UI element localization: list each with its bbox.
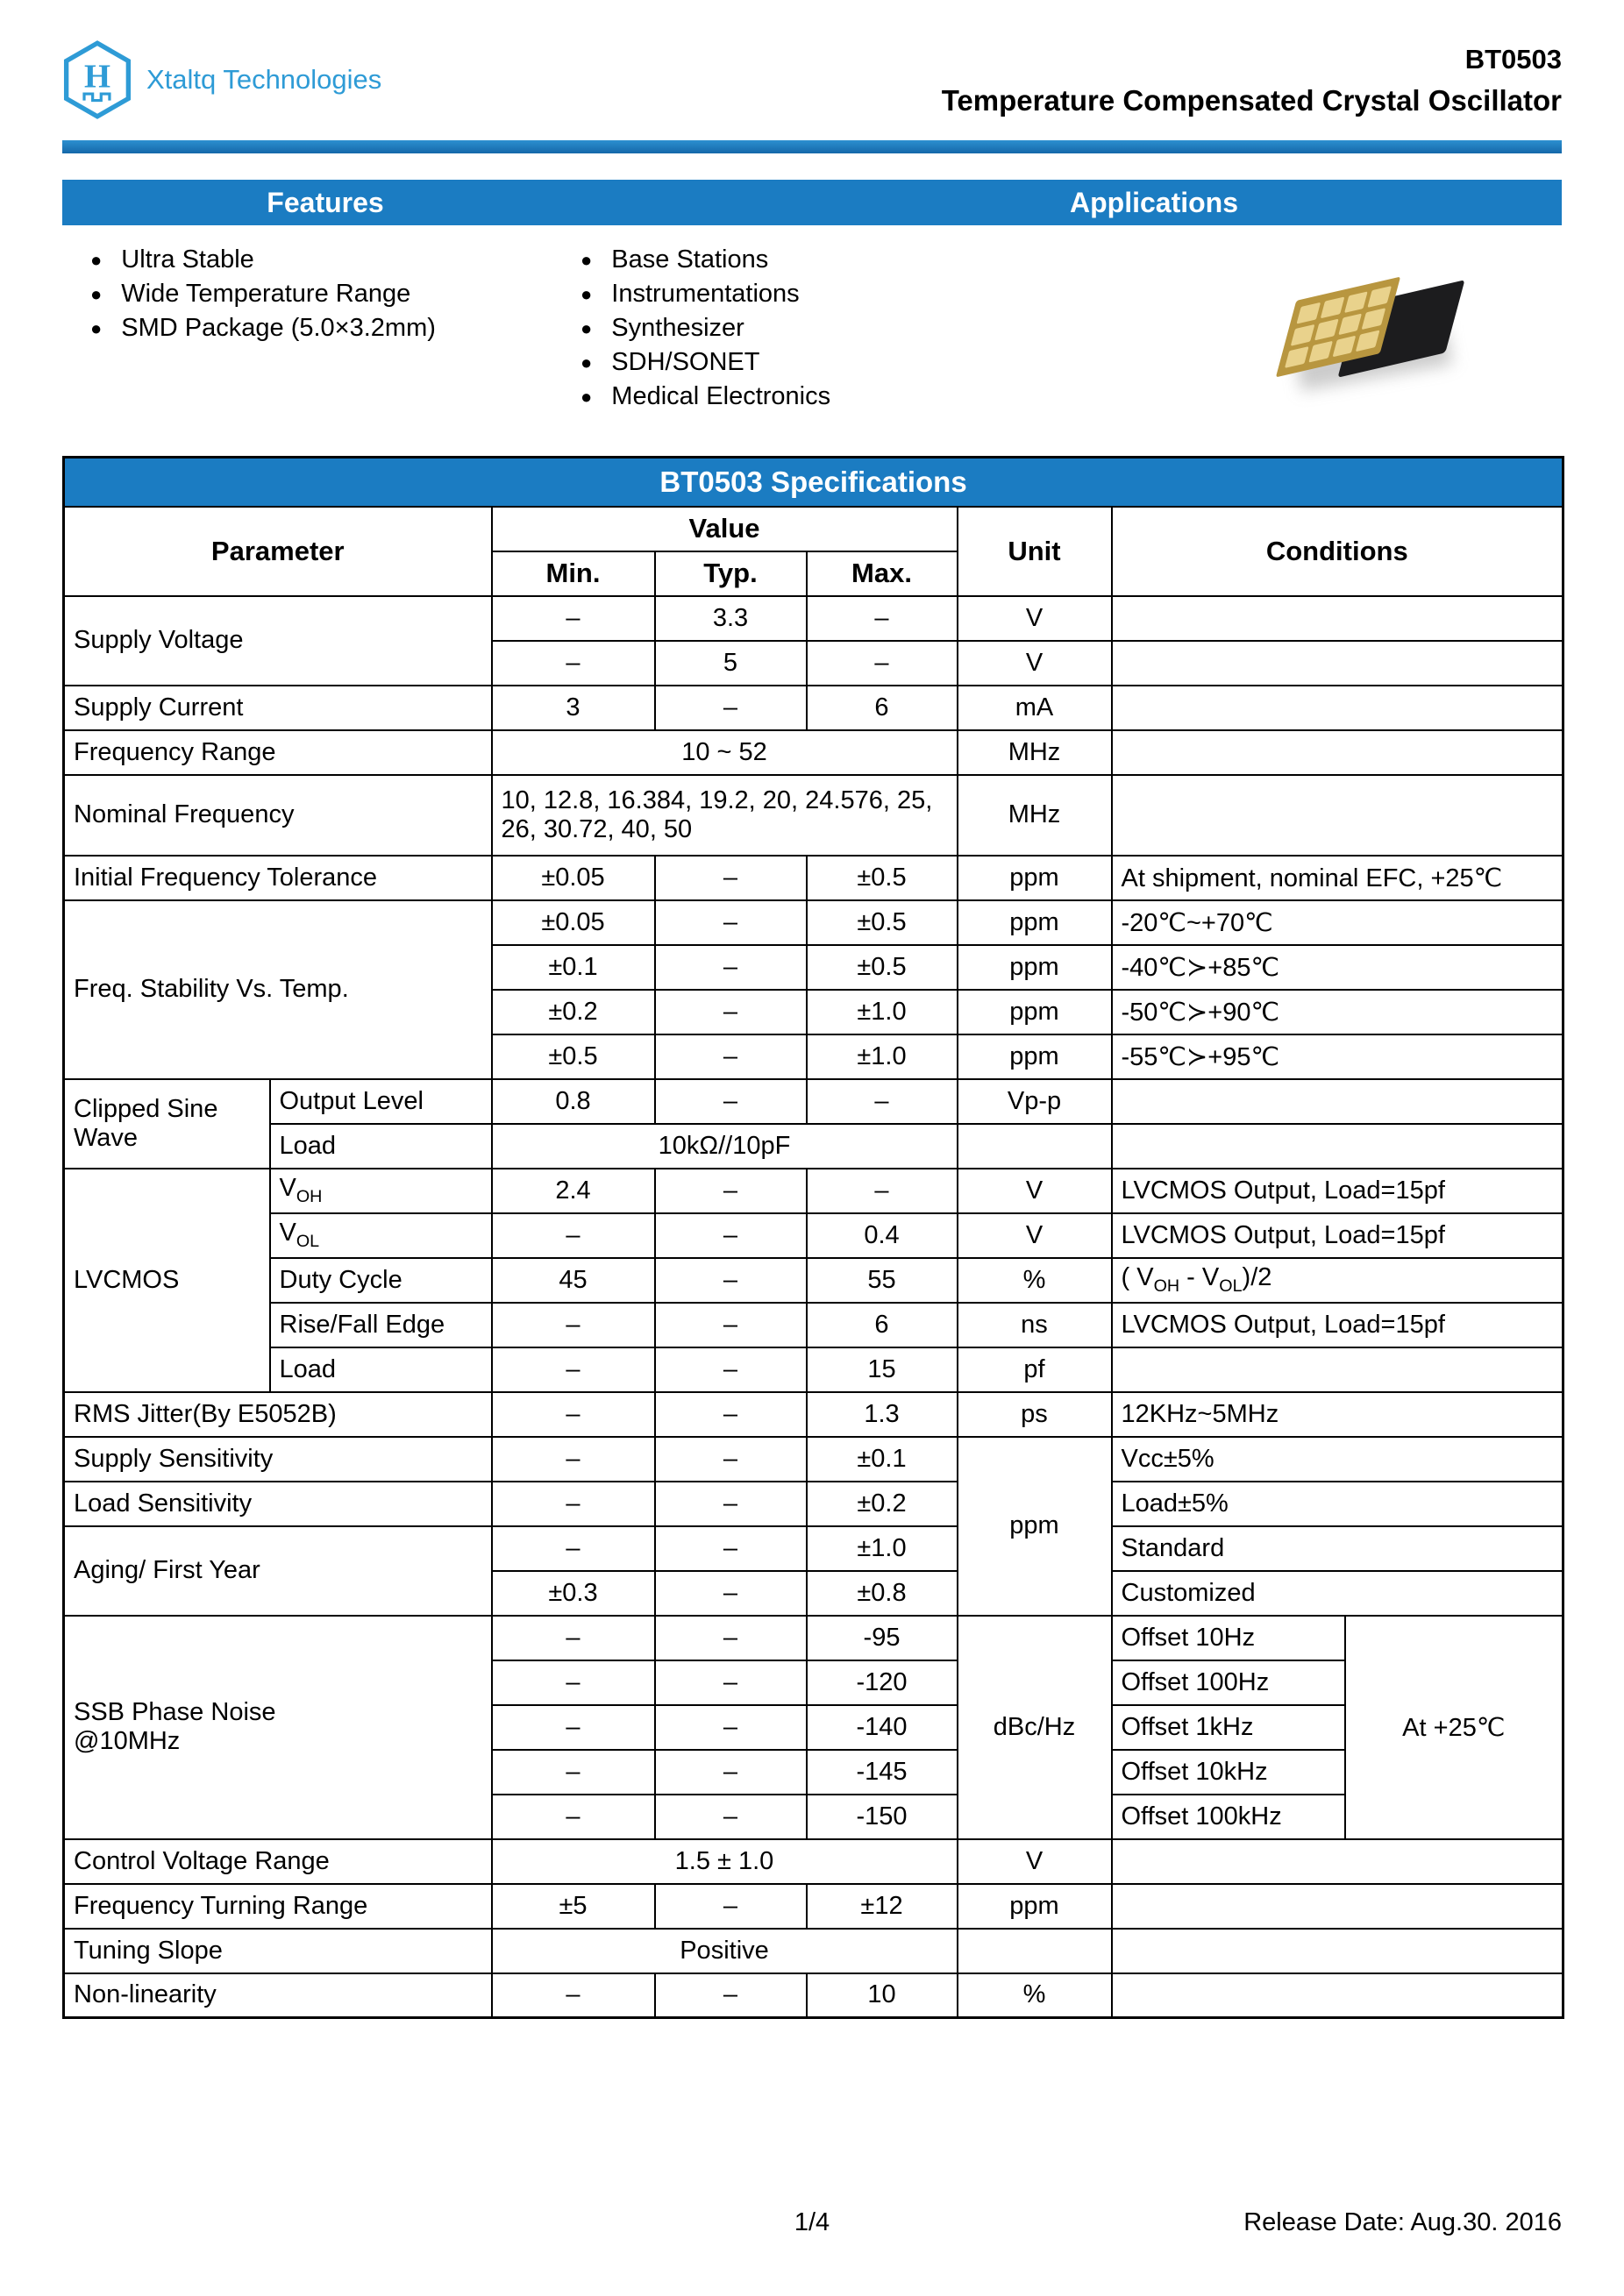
typ-cell: – <box>655 1437 807 1482</box>
unit-cell: ppm <box>958 1034 1112 1079</box>
application-label: Instrumentations <box>611 280 800 308</box>
row-control-voltage-range <box>64 1839 1563 1884</box>
spec-title-row <box>64 458 1563 507</box>
typ-cell: – <box>655 1884 807 1929</box>
application-item <box>581 380 830 414</box>
unit-cell: mA <box>958 686 1112 730</box>
max-cell: 15 <box>807 1347 958 1392</box>
application-label: SDH/SONET <box>611 348 760 376</box>
max-cell: ±0.5 <box>807 900 958 945</box>
unit-cell: pf <box>958 1347 1112 1392</box>
min-cell: – <box>492 1437 655 1482</box>
row-supply-sensitivity <box>64 1437 1563 1482</box>
feature-label: Ultra Stable <box>121 245 254 274</box>
min-cell: – <box>492 1795 655 1839</box>
section-header-bar <box>62 180 1562 225</box>
typ-cell: – <box>655 1392 807 1437</box>
empty-unit-cell <box>958 1929 1112 1973</box>
max-cell: ±0.5 <box>807 856 958 900</box>
unit-cell: % <box>958 1973 1112 2018</box>
brand-name: Xtaltq Technologies <box>146 64 382 95</box>
row-non-linearity <box>64 1973 1563 2018</box>
logo-hexagon-icon <box>62 40 132 119</box>
param-cell: Supply Sensitivity <box>64 1437 492 1482</box>
min-cell: – <box>492 1526 655 1571</box>
cond-cell <box>1112 1258 1563 1303</box>
col-header-min: Min. <box>492 551 655 596</box>
param-cell: Aging/ First Year <box>64 1526 492 1616</box>
typ-cell: – <box>655 1705 807 1750</box>
unit-cell: dBc/Hz <box>958 1616 1112 1839</box>
empty-cond-cell <box>1112 1347 1563 1392</box>
application-item <box>581 345 830 380</box>
param-cell: Supply Voltage <box>64 596 492 686</box>
text-part: ( V <box>1121 1263 1154 1292</box>
empty-cond-cell <box>1112 730 1563 775</box>
typ-cell: – <box>655 856 807 900</box>
row-nominal-frequency <box>64 775 1563 856</box>
min-cell: ±0.1 <box>492 945 655 990</box>
unit-cell: ppm <box>958 1884 1112 1929</box>
row-lvcmos-rise-fall <box>64 1303 1563 1347</box>
bullet-icon: ● <box>581 248 593 271</box>
unit-cell: V <box>958 1213 1112 1258</box>
typ-cell: – <box>655 1258 807 1303</box>
param-group-cell: LVCMOS <box>64 1169 270 1392</box>
row-frequency-turning-range <box>64 1884 1563 1929</box>
unit-cell: ppm <box>958 990 1112 1034</box>
min-cell: ±0.2 <box>492 990 655 1034</box>
unit-cell: ppm <box>958 1437 1112 1616</box>
cond-cell: Offset 100Hz <box>1112 1660 1345 1705</box>
empty-unit-cell <box>958 1124 1112 1169</box>
typ-cell: 5 <box>655 641 807 686</box>
value-cell: 10kΩ//10pF <box>492 1124 958 1169</box>
unit-cell: MHz <box>958 775 1112 856</box>
subparam-cell: Load <box>270 1124 492 1169</box>
row-lvcmos-vol <box>64 1213 1563 1258</box>
param-cell: Nominal Frequency <box>64 775 492 856</box>
cond-cell: Load±5% <box>1112 1482 1563 1526</box>
v-subscript: OL <box>296 1231 320 1251</box>
typ-cell: – <box>655 1660 807 1705</box>
features-list <box>90 243 436 345</box>
text-part: - V <box>1179 1263 1220 1292</box>
param-cell: Load Sensitivity <box>64 1482 492 1526</box>
min-cell: 3 <box>492 686 655 730</box>
spec-head-row-1 <box>64 507 1563 551</box>
row-supply-voltage-1 <box>64 596 1563 641</box>
applications-heading: Applications <box>1069 187 1238 218</box>
v-subscript: OL <box>1219 1276 1243 1296</box>
v-subscript: OH <box>296 1186 323 1206</box>
row-supply-current <box>64 686 1563 730</box>
param-line-1: SSB Phase Noise <box>74 1698 276 1726</box>
min-cell: – <box>492 1303 655 1347</box>
subparam-cell <box>270 1213 492 1258</box>
bullet-icon: ● <box>90 282 103 305</box>
cond-cell: LVCMOS Output, Load=15pf <box>1112 1303 1563 1347</box>
param-cell: Frequency Turning Range <box>64 1884 492 1929</box>
param-cell: Freq. Stability Vs. Temp. <box>64 900 492 1079</box>
cond-cell: Offset 100kHz <box>1112 1795 1345 1839</box>
max-cell: ±0.5 <box>807 945 958 990</box>
value-cell: Positive <box>492 1929 958 1973</box>
empty-cond-cell <box>1112 1929 1563 1973</box>
col-header-value: Value <box>492 507 958 551</box>
logo-letter: H <box>84 58 110 96</box>
empty-cond-cell <box>1112 686 1563 730</box>
typ-cell: – <box>655 900 807 945</box>
cond-right-cell: At +25℃ <box>1345 1616 1563 1839</box>
cond-cell: LVCMOS Output, Load=15pf <box>1112 1169 1563 1213</box>
v-subscript: OH <box>1153 1276 1180 1296</box>
unit-cell: MHz <box>958 730 1112 775</box>
company-logo <box>62 40 381 119</box>
page-header <box>62 0 1562 119</box>
page-number: 1/4 <box>794 2208 830 2236</box>
unit-cell: Vp-p <box>958 1079 1112 1124</box>
empty-cond-cell <box>1112 1884 1563 1929</box>
max-cell: 0.4 <box>807 1213 958 1258</box>
min-cell: – <box>492 1750 655 1795</box>
min-cell: – <box>492 596 655 641</box>
v-symbol: V <box>279 1174 296 1203</box>
cond-cell: LVCMOS Output, Load=15pf <box>1112 1213 1563 1258</box>
header-divider <box>62 140 1562 153</box>
row-aging-1 <box>64 1526 1563 1571</box>
typ-cell: – <box>655 1079 807 1124</box>
cond-cell: -40℃≻+85℃ <box>1112 945 1563 990</box>
max-cell: ±0.2 <box>807 1482 958 1526</box>
row-initial-frequency-tolerance <box>64 856 1563 900</box>
unit-cell: ppm <box>958 856 1112 900</box>
spec-table-title: BT0503 Specifications <box>64 458 1563 507</box>
param-group-cell: Clipped Sine Wave <box>64 1079 270 1169</box>
applications-list <box>581 243 830 414</box>
min-cell: – <box>492 1392 655 1437</box>
param-cell: Control Voltage Range <box>64 1839 492 1884</box>
max-cell: ±0.1 <box>807 1437 958 1482</box>
typ-cell: – <box>655 1034 807 1079</box>
unit-cell: ppm <box>958 945 1112 990</box>
max-cell: -95 <box>807 1616 958 1660</box>
feature-item <box>90 277 436 311</box>
min-cell: – <box>492 1347 655 1392</box>
typ-cell: – <box>655 1347 807 1392</box>
product-photo <box>1281 278 1474 401</box>
max-cell: -145 <box>807 1750 958 1795</box>
cond-cell: Vcc±5% <box>1112 1437 1563 1482</box>
release-date: Release Date: Aug.30. 2016 <box>1243 2208 1562 2236</box>
v-symbol: V <box>279 1219 296 1248</box>
cond-cell: Offset 10Hz <box>1112 1616 1345 1660</box>
typ-cell: – <box>655 1571 807 1616</box>
bullet-icon: ● <box>581 351 593 373</box>
row-clipped-sine-output-level <box>64 1079 1563 1124</box>
features-applications-area <box>62 243 1562 431</box>
subparam-cell: Load <box>270 1347 492 1392</box>
max-cell: ±0.8 <box>807 1571 958 1616</box>
typ-cell: – <box>655 1303 807 1347</box>
col-header-conditions: Conditions <box>1112 507 1563 596</box>
row-phase-noise-1 <box>64 1616 1563 1660</box>
min-cell: 2.4 <box>492 1169 655 1213</box>
application-item <box>581 243 830 277</box>
cond-cell: 12KHz~5MHz <box>1112 1392 1563 1437</box>
row-frequency-range <box>64 730 1563 775</box>
feature-label: SMD Package (5.0×3.2mm) <box>121 314 436 342</box>
max-cell: -120 <box>807 1660 958 1705</box>
max-cell: ±1.0 <box>807 1034 958 1079</box>
bullet-icon: ● <box>90 316 103 339</box>
max-cell: ±12 <box>807 1884 958 1929</box>
typ-cell: – <box>655 990 807 1034</box>
cond-cell: -50℃≻+90℃ <box>1112 990 1563 1034</box>
typ-cell: – <box>655 1213 807 1258</box>
empty-cond-cell <box>1112 641 1563 686</box>
bullet-icon: ● <box>581 316 593 339</box>
max-cell: 1.3 <box>807 1392 958 1437</box>
application-label: Synthesizer <box>611 314 744 342</box>
typ-cell: – <box>655 945 807 990</box>
row-clipped-sine-load <box>64 1124 1563 1169</box>
min-cell: ±0.3 <box>492 1571 655 1616</box>
doc-title: Temperature Compensated Crystal Oscillator <box>941 84 1562 117</box>
min-cell: – <box>492 1482 655 1526</box>
min-cell: ±0.05 <box>492 856 655 900</box>
unit-cell: ppm <box>958 900 1112 945</box>
max-cell: -140 <box>807 1705 958 1750</box>
typ-cell: – <box>655 686 807 730</box>
param-line-2: @10MHz <box>74 1727 181 1755</box>
row-lvcmos-voh <box>64 1169 1563 1213</box>
min-cell: – <box>492 1616 655 1660</box>
param-cell: Supply Current <box>64 686 492 730</box>
cond-cell: Customized <box>1112 1571 1563 1616</box>
param-cell: Frequency Range <box>64 730 492 775</box>
empty-cond-cell <box>1112 1973 1563 2018</box>
min-cell: – <box>492 1660 655 1705</box>
param-cell: Tuning Slope <box>64 1929 492 1973</box>
typ-cell: – <box>655 1482 807 1526</box>
doc-number: BT0503 <box>1464 44 1562 75</box>
param-cell <box>64 1616 492 1839</box>
min-cell: ±0.5 <box>492 1034 655 1079</box>
max-cell: – <box>807 1079 958 1124</box>
col-header-typ: Typ. <box>655 551 807 596</box>
typ-cell: – <box>655 1169 807 1213</box>
unit-cell: ns <box>958 1303 1112 1347</box>
typ-cell: 3.3 <box>655 596 807 641</box>
max-cell: ±1.0 <box>807 990 958 1034</box>
subparam-cell <box>270 1169 492 1213</box>
features-heading: Features <box>267 187 384 218</box>
cond-cell: -20℃~+70℃ <box>1112 900 1563 945</box>
unit-cell: ps <box>958 1392 1112 1437</box>
min-cell: ±5 <box>492 1884 655 1929</box>
application-label: Medical Electronics <box>611 382 831 410</box>
param-cell: RMS Jitter(By E5052B) <box>64 1392 492 1437</box>
row-load-sensitivity <box>64 1482 1563 1526</box>
min-cell: ±0.05 <box>492 900 655 945</box>
typ-cell: – <box>655 1795 807 1839</box>
min-cell: – <box>492 1973 655 2018</box>
bullet-icon: ● <box>90 248 103 271</box>
unit-cell: V <box>958 1839 1112 1884</box>
max-cell: – <box>807 641 958 686</box>
col-header-parameter: Parameter <box>64 507 492 596</box>
unit-cell: V <box>958 596 1112 641</box>
row-tuning-slope <box>64 1929 1563 1973</box>
row-stability-1 <box>64 900 1563 945</box>
subparam-cell: Output Level <box>270 1079 492 1124</box>
cond-cell: Standard <box>1112 1526 1563 1571</box>
unit-cell: % <box>958 1258 1112 1303</box>
application-label: Base Stations <box>611 245 769 274</box>
unit-cell: V <box>958 641 1112 686</box>
doc-meta <box>942 40 1562 117</box>
cond-cell: At shipment, nominal EFC, +25℃ <box>1112 856 1563 900</box>
empty-cond-cell <box>1112 775 1563 856</box>
max-cell: -150 <box>807 1795 958 1839</box>
empty-cond-cell <box>1112 1124 1563 1169</box>
empty-cond-cell <box>1112 1839 1563 1884</box>
page-footer <box>62 2208 1562 2240</box>
application-item <box>581 277 830 311</box>
min-cell: 45 <box>492 1258 655 1303</box>
text-part: )/2 <box>1242 1263 1272 1292</box>
feature-label: Wide Temperature Range <box>121 280 411 308</box>
param-cell: Non-linearity <box>64 1973 492 2018</box>
max-cell: ±1.0 <box>807 1526 958 1571</box>
typ-cell: – <box>655 1616 807 1660</box>
value-cell: 10, 12.8, 16.384, 19.2, 20, 24.576, 25, 26, 30.72, 40, 50 <box>492 775 958 856</box>
param-cell: Initial Frequency Tolerance <box>64 856 492 900</box>
typ-cell: – <box>655 1526 807 1571</box>
typ-cell: – <box>655 1750 807 1795</box>
empty-cond-cell <box>1112 596 1563 641</box>
unit-cell: V <box>958 1169 1112 1213</box>
typ-cell: – <box>655 1973 807 2018</box>
row-rms-jitter <box>64 1392 1563 1437</box>
col-header-max: Max. <box>807 551 958 596</box>
feature-item <box>90 243 436 277</box>
bullet-icon: ● <box>581 385 593 408</box>
col-header-unit: Unit <box>958 507 1112 596</box>
cond-cell: -55℃≻+95℃ <box>1112 1034 1563 1079</box>
max-cell: – <box>807 1169 958 1213</box>
spec-table <box>62 456 1564 2019</box>
min-cell: – <box>492 1213 655 1258</box>
feature-item <box>90 311 436 345</box>
max-cell: – <box>807 596 958 641</box>
max-cell: 6 <box>807 686 958 730</box>
value-cell: 1.5 ± 1.0 <box>492 1839 958 1884</box>
subparam-cell: Rise/Fall Edge <box>270 1303 492 1347</box>
application-item <box>581 311 830 345</box>
max-cell: 6 <box>807 1303 958 1347</box>
value-cell: 10 ~ 52 <box>492 730 958 775</box>
subparam-cell: Duty Cycle <box>270 1258 492 1303</box>
cond-cell: Offset 10kHz <box>1112 1750 1345 1795</box>
empty-cond-cell <box>1112 1079 1563 1124</box>
row-lvcmos-duty-cycle <box>64 1258 1563 1303</box>
cond-cell: Offset 1kHz <box>1112 1705 1345 1750</box>
min-cell: 0.8 <box>492 1079 655 1124</box>
bullet-icon: ● <box>581 282 593 305</box>
max-cell: 10 <box>807 1973 958 2018</box>
max-cell: 55 <box>807 1258 958 1303</box>
row-lvcmos-load <box>64 1347 1563 1392</box>
min-cell: – <box>492 1705 655 1750</box>
min-cell: – <box>492 641 655 686</box>
